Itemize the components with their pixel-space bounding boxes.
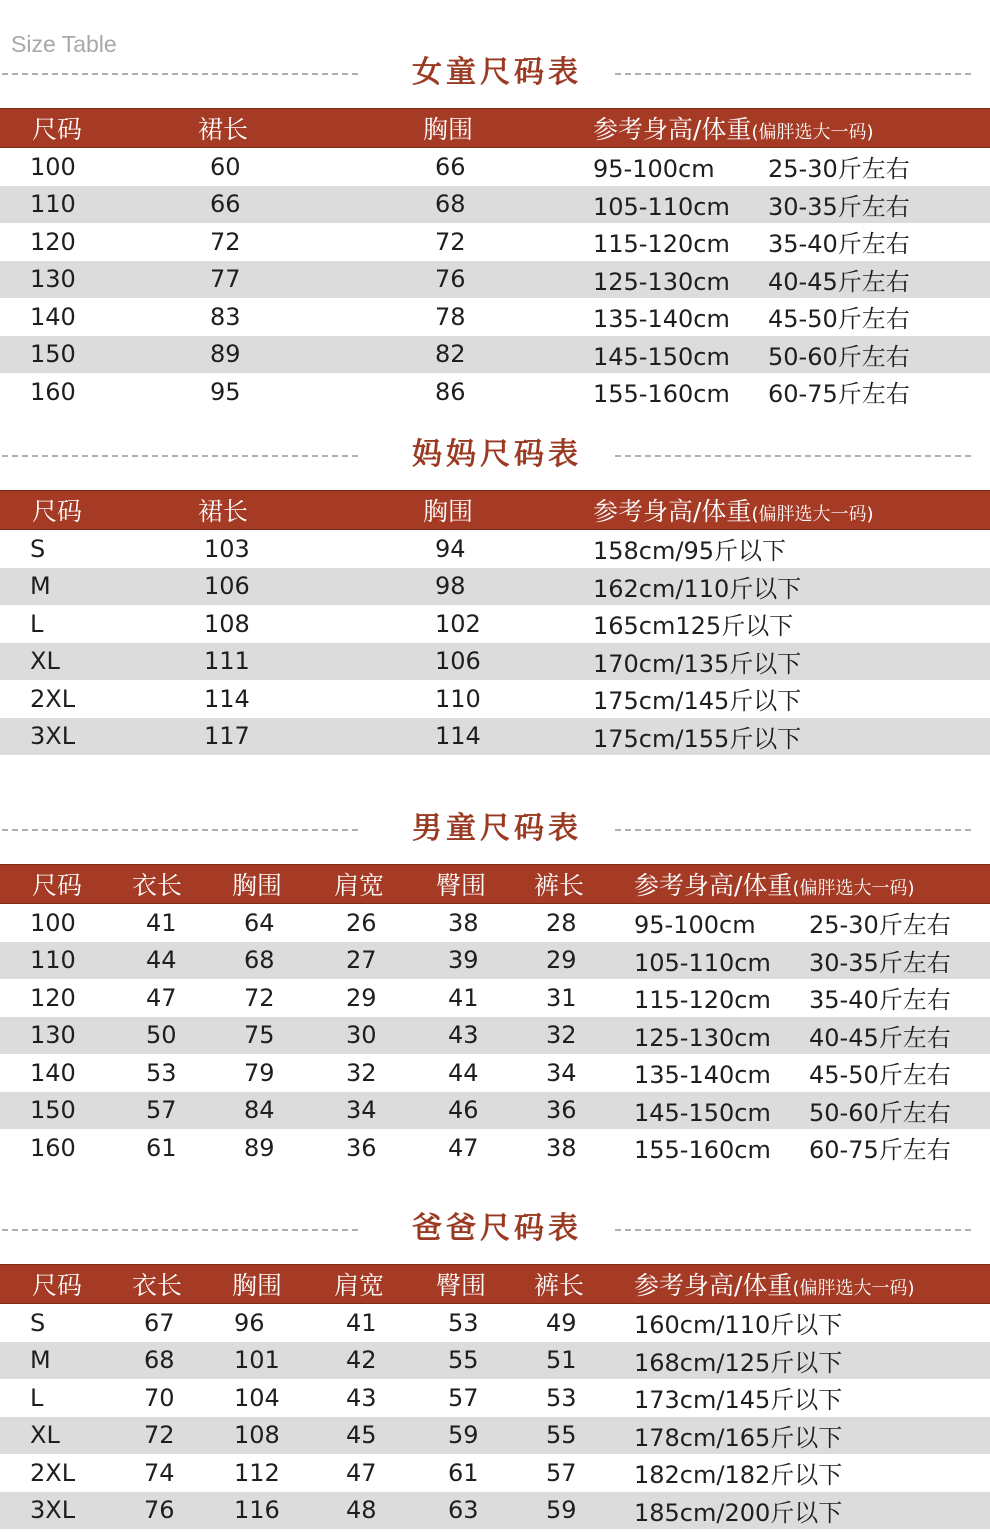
header-ref-height-weight: 参考身高/体重(偏胖选大一码)	[565, 491, 990, 530]
table-row	[0, 1417, 990, 1455]
table-row	[0, 530, 990, 568]
table-header-row	[0, 109, 990, 148]
table-cell	[612, 1129, 990, 1167]
table-cell: 57	[108, 1092, 208, 1130]
header-note: (偏胖选大一码)	[751, 504, 874, 525]
table-row	[0, 373, 990, 411]
ref-height: 135-140cm	[634, 1061, 771, 1090]
table-cell: 53	[146, 1058, 177, 1087]
header-bust: 胸围	[208, 865, 310, 904]
header-pants-length: 裤长	[512, 1265, 612, 1304]
table-cell: 130	[0, 261, 170, 299]
table-cell: 2XL	[30, 684, 76, 713]
table-row	[0, 942, 990, 980]
table-row	[0, 718, 990, 756]
table-cell: 45	[310, 1417, 412, 1455]
table-cell	[612, 1092, 990, 1130]
table-row	[0, 680, 990, 718]
header-shoulder: 肩宽	[310, 1265, 412, 1304]
ref-height: 145-150cm	[593, 342, 730, 371]
ref-height: 95-100cm	[593, 155, 715, 184]
table-row	[0, 336, 990, 374]
ref-height: 105-110cm	[593, 192, 730, 221]
table-cell: 38	[448, 908, 479, 937]
section-title-bar	[0, 50, 990, 96]
table-row	[0, 605, 990, 643]
table-cell: M	[0, 568, 170, 606]
table-row	[0, 904, 990, 942]
table-row	[0, 1092, 990, 1130]
table-cell: 59	[412, 1417, 512, 1455]
table-cell: 57	[448, 1383, 479, 1412]
ref-weight: 25-30斤左右	[768, 155, 910, 184]
header-note: (偏胖选大一码)	[792, 878, 915, 899]
table-cell: 60	[210, 152, 241, 181]
table-cell: 160	[30, 1133, 76, 1162]
table-cell: L	[30, 1383, 44, 1412]
table-cell: 36	[512, 1092, 612, 1130]
table-cell: 96	[234, 1308, 265, 1337]
table-cell: 64	[244, 908, 275, 937]
table-cell: 130	[0, 1017, 108, 1055]
title-divider-left	[2, 455, 358, 457]
table-row	[0, 1017, 990, 1055]
table-row	[0, 1342, 990, 1380]
table-cell: 55	[512, 1417, 612, 1455]
section-title-bar	[0, 432, 990, 478]
header-ref-height-weight: 参考身高/体重(偏胖选大一码)	[612, 865, 990, 904]
table-cell: 49	[546, 1308, 577, 1337]
table-cell: 100	[30, 908, 76, 937]
table-cell: 41	[346, 1308, 377, 1337]
table-row	[0, 568, 990, 606]
table-row	[0, 1454, 990, 1492]
title-divider-left	[2, 829, 358, 831]
table-cell: 41	[146, 908, 177, 937]
mom-section-title: 妈妈尺码表	[412, 437, 582, 472]
table-cell: 66	[435, 152, 466, 181]
header-bust: 胸围	[208, 1265, 310, 1304]
table-cell: 27	[310, 942, 412, 980]
table-cell: 150	[0, 1092, 108, 1130]
girls-section-title: 女童尺码表	[412, 55, 582, 90]
table-cell: 140	[30, 302, 76, 331]
table-cell: 76	[395, 261, 565, 299]
table-cell: 70	[144, 1383, 175, 1412]
ref-height: 115-120cm	[593, 230, 730, 259]
header-note: (偏胖选大一码)	[792, 1278, 915, 1299]
table-cell: 112	[234, 1458, 280, 1487]
page-subtitle: Size Table	[11, 31, 117, 57]
title-divider-left	[2, 73, 358, 75]
table-cell: 114	[204, 684, 250, 713]
ref-weight: 50-60斤左右	[809, 1098, 951, 1127]
dad-size-section	[0, 1206, 990, 1529]
ref-weight: 35-40斤左右	[768, 230, 910, 259]
table-cell: 61	[448, 1458, 479, 1487]
table-cell: 31	[546, 983, 577, 1012]
table-cell: 170cm/135斤以下	[565, 643, 990, 681]
table-cell: 47	[448, 1133, 479, 1162]
ref-weight: 45-50斤左右	[809, 1061, 951, 1090]
table-cell: 42	[310, 1342, 412, 1380]
table-cell: 50	[108, 1017, 208, 1055]
dad-size-table	[0, 1264, 990, 1529]
title-divider-right	[615, 455, 971, 457]
header-top-length: 衣长	[108, 865, 208, 904]
table-cell: 68	[395, 186, 565, 224]
table-cell: 103	[204, 534, 250, 563]
table-cell: 72	[244, 983, 275, 1012]
table-cell	[612, 904, 990, 942]
table-cell: 114	[395, 718, 565, 756]
table-cell: 158cm/95斤以下	[593, 537, 787, 566]
table-cell: 59	[512, 1492, 612, 1530]
table-cell: 79	[244, 1058, 275, 1087]
title-divider-right	[615, 829, 971, 831]
table-cell: 182cm/182斤以下	[634, 1461, 843, 1490]
table-cell: 51	[512, 1342, 612, 1380]
ref-weight: 50-60斤左右	[768, 342, 910, 371]
ref-height: 105-110cm	[634, 948, 771, 977]
ref-weight: 25-30斤左右	[809, 911, 951, 940]
table-cell: 47	[346, 1458, 377, 1487]
table-cell: 43	[412, 1017, 512, 1055]
table-cell: 29	[512, 942, 612, 980]
table-header-row	[0, 865, 990, 904]
table-cell: 34	[310, 1092, 412, 1130]
ref-height: 135-140cm	[593, 305, 730, 334]
table-cell: M	[0, 1342, 108, 1380]
table-cell: 72	[435, 227, 466, 256]
ref-weight: 45-50斤左右	[768, 305, 910, 334]
table-cell: 28	[546, 908, 577, 937]
table-header-row	[0, 491, 990, 530]
header-pants-length: 裤长	[512, 865, 612, 904]
table-cell: 89	[244, 1133, 275, 1162]
table-cell: 100	[30, 152, 76, 181]
table-cell: 67	[144, 1308, 175, 1337]
ref-height: 145-150cm	[634, 1098, 771, 1127]
table-row	[0, 298, 990, 336]
table-cell	[565, 336, 990, 374]
table-cell: 66	[170, 186, 395, 224]
table-cell	[612, 942, 990, 980]
ref-weight: 30-35斤左右	[768, 192, 910, 221]
table-cell: 108	[208, 1417, 310, 1455]
table-cell: 36	[346, 1133, 377, 1162]
header-bust: 胸围	[395, 491, 565, 530]
table-cell: 110	[0, 186, 170, 224]
table-cell: 175cm/145斤以下	[593, 687, 802, 716]
table-cell: 168cm/125斤以下	[612, 1342, 990, 1380]
table-cell: 165cm125斤以下	[593, 612, 794, 641]
ref-height: 95-100cm	[634, 911, 756, 940]
table-cell: 140	[30, 1058, 76, 1087]
table-cell	[565, 298, 990, 336]
header-size: 尺码	[0, 109, 170, 148]
table-cell: 39	[412, 942, 512, 980]
table-cell: 178cm/165斤以下	[612, 1417, 990, 1455]
header-shoulder: 肩宽	[310, 865, 412, 904]
table-cell: 32	[512, 1017, 612, 1055]
table-row	[0, 979, 990, 1017]
table-cell	[565, 186, 990, 224]
table-cell	[565, 148, 990, 186]
table-row	[0, 1379, 990, 1417]
table-cell: 77	[170, 261, 395, 299]
header-size: 尺码	[0, 865, 108, 904]
table-cell: S	[30, 1308, 46, 1337]
ref-weight: 60-75斤左右	[768, 380, 910, 409]
table-cell: 30	[310, 1017, 412, 1055]
table-header-row	[0, 1265, 990, 1304]
table-row	[0, 1129, 990, 1167]
table-cell: 160cm/110斤以下	[634, 1311, 843, 1340]
girls-size-table	[0, 108, 990, 411]
table-cell	[612, 979, 990, 1017]
table-cell: 61	[146, 1133, 177, 1162]
header-size: 尺码	[0, 491, 170, 530]
header-hip: 臀围	[412, 1265, 512, 1304]
header-note: (偏胖选大一码)	[751, 122, 874, 143]
title-divider-right	[615, 1229, 971, 1231]
ref-weight: 30-35斤左右	[809, 948, 951, 977]
table-cell: 46	[412, 1092, 512, 1130]
table-cell	[612, 1017, 990, 1055]
table-row	[0, 261, 990, 299]
table-cell: 32	[346, 1058, 377, 1087]
table-cell: 68	[208, 942, 310, 980]
ref-weight: 40-45斤左右	[809, 1023, 951, 1052]
table-cell: 106	[170, 568, 395, 606]
header-skirt-length: 裙长	[170, 491, 395, 530]
table-cell: 104	[234, 1383, 280, 1412]
table-cell: 185cm/200斤以下	[612, 1492, 990, 1530]
title-divider-left	[2, 1229, 358, 1231]
table-cell: 162cm/110斤以下	[565, 568, 990, 606]
header-ref-height-weight: 参考身高/体重(偏胖选大一码)	[565, 109, 990, 148]
ref-weight: 40-45斤左右	[768, 267, 910, 296]
table-cell: 110	[0, 942, 108, 980]
table-cell: 74	[144, 1458, 175, 1487]
ref-weight: 35-40斤左右	[809, 986, 951, 1015]
table-row	[0, 148, 990, 186]
ref-weight: 60-75斤左右	[809, 1136, 951, 1165]
table-cell: 75	[208, 1017, 310, 1055]
table-cell: 102	[435, 609, 481, 638]
table-cell: 78	[435, 302, 466, 331]
ref-height: 155-160cm	[634, 1136, 771, 1165]
table-cell: 47	[146, 983, 177, 1012]
table-cell: 34	[546, 1058, 577, 1087]
table-cell: 150	[0, 336, 170, 374]
table-cell: 173cm/145斤以下	[634, 1386, 843, 1415]
section-title-bar	[0, 806, 990, 852]
table-cell: 116	[208, 1492, 310, 1530]
header-size: 尺码	[0, 1265, 108, 1304]
table-cell: 120	[30, 983, 76, 1012]
table-cell: 76	[108, 1492, 208, 1530]
table-cell: 44	[108, 942, 208, 980]
table-cell: 3XL	[0, 718, 170, 756]
table-cell: XL	[0, 1417, 108, 1455]
table-cell: 63	[412, 1492, 512, 1530]
table-cell: 44	[448, 1058, 479, 1087]
table-cell: 26	[346, 908, 377, 937]
dad-section-title: 爸爸尺码表	[412, 1211, 582, 1246]
table-cell: L	[30, 609, 44, 638]
section-title-bar	[0, 1206, 990, 1252]
table-cell: 2XL	[30, 1458, 76, 1487]
table-cell: 108	[204, 609, 250, 638]
table-cell	[565, 261, 990, 299]
table-cell: 83	[210, 302, 241, 331]
table-cell: 41	[448, 983, 479, 1012]
table-cell: S	[30, 534, 46, 563]
table-cell	[612, 1054, 990, 1092]
header-skirt-length: 裙长	[170, 109, 395, 148]
boys-size-section	[0, 806, 990, 1167]
ref-height: 115-120cm	[634, 986, 771, 1015]
header-bust: 胸围	[395, 109, 565, 148]
mom-size-section	[0, 432, 990, 755]
table-row	[0, 223, 990, 261]
header-hip: 臀围	[412, 865, 512, 904]
table-cell: 84	[208, 1092, 310, 1130]
table-cell: 120	[30, 227, 76, 256]
table-cell	[565, 223, 990, 261]
table-cell: 53	[546, 1383, 577, 1412]
table-row	[0, 643, 990, 681]
table-cell: 160	[30, 377, 76, 406]
ref-height: 125-130cm	[634, 1023, 771, 1052]
title-divider-right	[615, 73, 971, 75]
table-cell: 82	[395, 336, 565, 374]
table-cell: 110	[435, 684, 481, 713]
table-cell: 95	[210, 377, 241, 406]
table-cell: 72	[210, 227, 241, 256]
table-cell: 94	[435, 534, 466, 563]
table-row	[0, 1054, 990, 1092]
girls-size-section	[0, 50, 990, 411]
table-cell: 3XL	[0, 1492, 108, 1530]
table-cell: 29	[346, 983, 377, 1012]
table-row	[0, 186, 990, 224]
boys-size-table	[0, 864, 990, 1167]
table-cell: 111	[170, 643, 395, 681]
table-row	[0, 1492, 990, 1530]
table-cell: 38	[546, 1133, 577, 1162]
mom-size-table	[0, 490, 990, 755]
table-cell: 106	[395, 643, 565, 681]
table-cell: XL	[0, 643, 170, 681]
table-cell: 117	[170, 718, 395, 756]
table-cell: 55	[412, 1342, 512, 1380]
header-top-length: 衣长	[108, 1265, 208, 1304]
ref-height: 155-160cm	[593, 380, 730, 409]
ref-height: 125-130cm	[593, 267, 730, 296]
table-cell: 48	[310, 1492, 412, 1530]
table-cell: 53	[448, 1308, 479, 1337]
table-cell: 72	[108, 1417, 208, 1455]
table-cell: 98	[395, 568, 565, 606]
table-cell: 89	[170, 336, 395, 374]
table-cell	[565, 373, 990, 411]
table-cell: 86	[435, 377, 466, 406]
header-ref-height-weight: 参考身高/体重(偏胖选大一码)	[612, 1265, 990, 1304]
table-cell: 43	[346, 1383, 377, 1412]
table-cell: 68	[108, 1342, 208, 1380]
table-cell: 175cm/155斤以下	[565, 718, 990, 756]
table-cell: 57	[546, 1458, 577, 1487]
table-row	[0, 1304, 990, 1342]
table-cell: 101	[208, 1342, 310, 1380]
boys-section-title: 男童尺码表	[412, 811, 582, 846]
